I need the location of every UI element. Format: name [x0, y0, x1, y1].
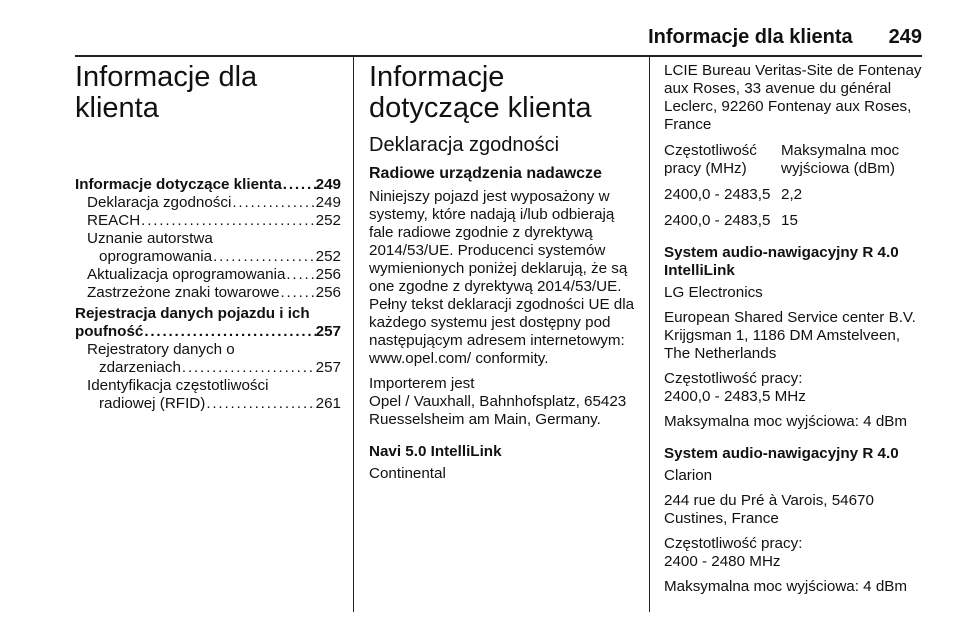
- system-title: System audio-nawigacyjny R 4.0 IntelliLink: [664, 244, 899, 279]
- subsection-heading: Radiowe urządzenia nadawcze: [369, 165, 602, 182]
- system-frequency: Częstotliwość pracy: 2400 - 2480 MHz: [664, 535, 803, 570]
- content-column-2: [369, 62, 635, 483]
- chapter-title: Informacje dla klienta: [75, 61, 258, 124]
- page-number: 249: [888, 26, 922, 48]
- content-column-3: [664, 62, 926, 603]
- section-subtitle: Deklaracja zgodności: [369, 134, 560, 156]
- table-cell: 2400,0 - 2483,5: [664, 186, 771, 203]
- toc-entry[interactable]: REACH . . . 252: [75, 212, 341, 230]
- toc-entry[interactable]: Rejestratory danych o zdarzeniach . . . 257: [75, 341, 341, 377]
- frequency-table: [664, 142, 926, 230]
- toc-entry[interactable]: Identyfikacja częstotliwości radiowej (RFID) . . . 261: [75, 377, 341, 413]
- navi-maker: Continental: [369, 465, 446, 482]
- system-title: System audio-nawigacyjny R 4.0: [664, 445, 899, 462]
- toc-column: [75, 62, 341, 416]
- table-cell: 2400,0 - 2483,5: [664, 212, 771, 229]
- table-cell: 15: [781, 212, 798, 229]
- toc-entry[interactable]: Aktualizacja oprogramowania . . . 256: [75, 266, 341, 284]
- intro-paragraph: Niniejszy pojazd jest wyposażony w systemy, które nadają i/lub odbierają fale radiowe zgodnie z dyrektywą 2014/53/UE. Producenci systemów wymienionych poniżej deklarują, że są one zgodne z dyrektywą 2014/53/UE. Pełny tekst deklaracji zgodności UE dla każdego systemu jest dostępny pod następującym adresem internetowym: www.opel.com/ conformity.: [369, 188, 635, 367]
- toc-entry[interactable]: Rejestracja danych pojazdu i ich poufność . . . 257: [75, 305, 341, 341]
- system-power: Maksymalna moc wyjściowa: 4 dBm: [664, 413, 908, 430]
- system-address: European Shared Service center B.V. Krijgsman 1, 1186 DM Amstelveen, The Netherlands: [664, 309, 916, 362]
- table-cell: 2,2: [781, 186, 803, 203]
- navi-title: Navi 5.0 IntelliLink: [369, 443, 502, 460]
- system-maker: LG Electronics: [664, 284, 763, 301]
- toc-entry[interactable]: Zastrzeżone znaki towarowe . . . 256: [75, 284, 341, 302]
- table-header: Częstotliwość pracy (MHz): [664, 142, 757, 177]
- system-maker: Clarion: [664, 467, 713, 484]
- importer-label: Importerem jest: [369, 375, 475, 392]
- address-continued: LCIE Bureau Veritas-Site de Fontenay aux Roses, 33 avenue du général Leclerc, 92260 Fontenay aux Roses, France: [664, 62, 922, 133]
- system-power: Maksymalna moc wyjściowa: 4 dBm: [664, 578, 908, 595]
- table-header: Maksymalna moc wyjściowa (dBm): [781, 142, 900, 177]
- toc-entry[interactable]: Deklaracja zgodności . . . 249: [75, 194, 341, 212]
- toc-entry[interactable]: Uznanie autorstwa oprogramowania . . . 252: [75, 230, 341, 266]
- importer-paragraph: [369, 375, 635, 429]
- system-address: 244 rue du Pré à Varois, 54670 Custines, France: [664, 492, 874, 527]
- section-title: Informacje dotyczące klienta: [369, 61, 592, 124]
- column-divider-1: [353, 56, 354, 612]
- toc-entry[interactable]: Informacje dotyczące klienta . . . 249: [75, 176, 341, 194]
- system-frequency: Częstotliwość pracy: 2400,0 - 2483,5 MHz: [664, 370, 806, 405]
- running-head: [600, 26, 922, 49]
- importer-address: Opel / Vauxhall, Bahnhofsplatz, 65423 Ruesselsheim am Main, Germany.: [369, 393, 627, 428]
- running-head-title: Informacje dla klienta: [648, 26, 853, 48]
- header-rule: [75, 55, 922, 57]
- column-divider-2: [649, 56, 650, 612]
